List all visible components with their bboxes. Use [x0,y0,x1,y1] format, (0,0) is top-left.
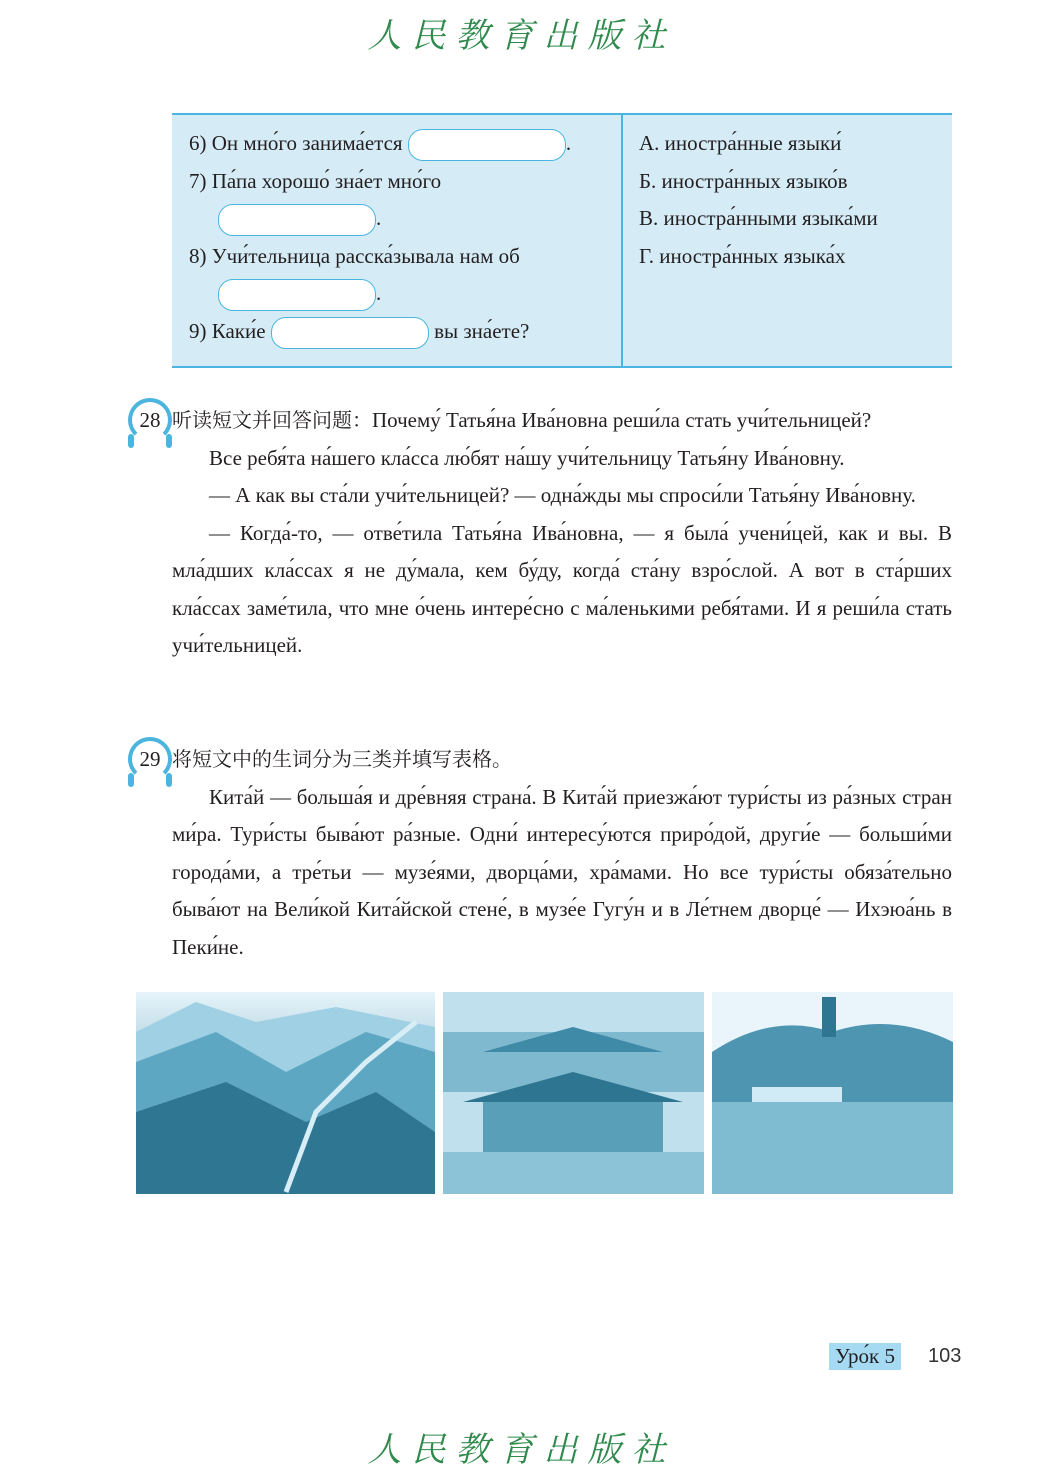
page-number: 103 [928,1345,962,1367]
option-a: А. иностра́нные языки́ [639,131,842,155]
exercise-28 [139,402,952,665]
lesson-label: Уро́к 5 [829,1343,901,1370]
great-wall-photo [136,992,435,1194]
option-b: Б. иностра́нных языко́в [639,168,848,193]
exercise-29-heading: 29 将短文中的生词分为三类并填写表格。 [172,741,952,779]
sentence-9: 9) Каки́е вы зна́ете? [189,313,621,351]
forbidden-city-photo [443,992,704,1194]
answer-blank[interactable] [218,204,376,236]
option-d: Г. иностра́нных языка́х [639,243,846,268]
sentence-6: 6) Он мно́го занима́ется . [189,125,621,163]
answer-blank[interactable] [271,317,429,349]
matching-exercise-table [172,113,952,368]
publisher-watermark-bottom: 人民教育出版社 [367,1430,676,1470]
sentence-7: 7) Па́па хорошо́ зна́ет мно́го [189,168,442,193]
exercise-29 [139,741,952,966]
option-c: В. иностра́нными языка́ми [639,206,878,230]
paragraph: Кита́й — больша́я и дре́вняя страна́. В Кита́й приезжа́ют тури́сты из ра́зных стран ми́ра. Тури́сты быва́ют ра́зные. Одни́ интересу́ются приро́дой, други́е — больши́ми города́ми, а тре́тьи — музе́ями, дворца́ми, хра́мами. Но все тури́сты обяза́тельно быва́ют на Вели́кой Кита́йской стене́, в музе́е Гугу́н и в Ле́тнем дворце́ — Ихэюа́нь в Пеки́не. [172,784,952,959]
summer-palace-photo [712,992,953,1194]
listening-icon: 29 [128,737,172,781]
listening-icon: 28 [128,398,172,442]
options-column [623,115,952,366]
publisher-watermark-top: 人民教育出版社 [367,16,676,56]
sentence-8: 8) Учи́тельница расска́зывала нам об [189,243,520,268]
answer-blank[interactable] [408,129,566,161]
paragraph: — А как вы ста́ли учи́тельницей? — одна́жды мы спроси́ли Татья́ну Ива́новну. [209,483,916,507]
exercise-28-heading: 28 听读短文并回答问题：Почему́ Татья́на Ива́новна реши́ла стать учи́тельницей? [172,402,952,440]
paragraph: — Когда́-то, — отве́тила Татья́на Ива́новна, — я была́ учени́цей, как и вы. В мла́дших кла́ссах я не ду́мала, кем бу́ду, когда́ ста́ну взро́слой. А вот в ста́рших кла́ссах заме́тила, что мне о́чень интере́сно с ма́ленькими ребя́тами. И я реши́ла стать учи́тельницей. [172,520,952,657]
answer-blank[interactable] [218,279,376,311]
paragraph: Все ребя́та на́шего кла́сса лю́бят на́шу учи́тельницу Татья́ну Ива́новну. [209,445,845,470]
sentences-column: 6) Он мно́го занима́ется . 7) Па́па хорошо́ зна́ет мно́го . 8) Учи́тельница расска́зывала нам об . 9) Каки́е вы зна́ете? [172,115,623,366]
